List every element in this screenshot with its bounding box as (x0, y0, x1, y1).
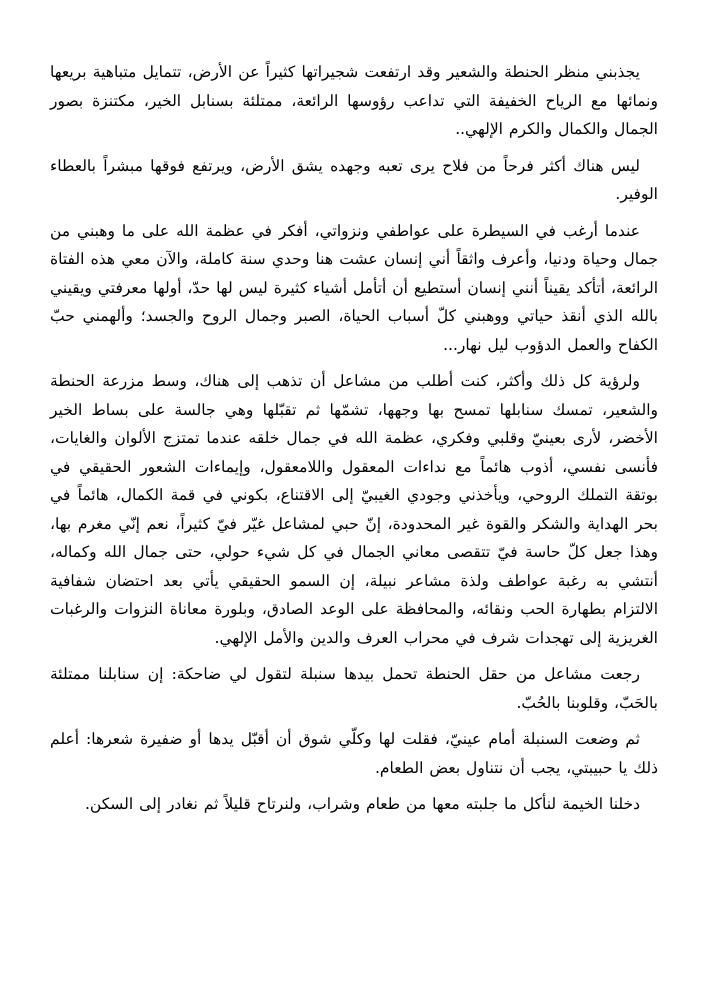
paragraph-enter-tent: دخلنا الخيمة لنأكل ما جلبته معها من طعام وشراب، ولنرتاح قليلاً ثم نغادر إلى السكن. (85, 795, 640, 813)
paragraph-farmer-joy: ليس هناك أكثر فرحاً من فلاح يرى تعبه وجهده يشق الأرض، ويرتفع فوقها مبشراً بالعطاء الوفير. (50, 156, 658, 203)
paragraph-wheat-fields: يجذبني منظر الحنطة والشعير وقد ارتفعت شجيراتها كثيراً عن الأرض، تتمايل متباهية بريعها ونمائها مع الرياح الخفيفة التي تداعب رؤوسها الرائعة، ممتلئة بسنابل الخير، مكتنزة بصور الجمال والكمال والكرم الإلهي.. (50, 63, 658, 138)
document-page (50, 58, 658, 827)
paragraph-mashael-field: ولرؤية كل ذلك وأكثر، كنت أطلب من مشاعل أن تذهب إلى هناك، وسط مزرعة الحنطة والشعير، تمسك سنابلها تمسح بها وجهها، تشمّها ثم تقبّلها وهي جالسة على بساط الخير الأخضر، لأرى بعينيّ وقلبي وفكري، عظمة الله في جمال خلقه عندما تمتزج الألوان والغايات، فأنسى نفسي، أذوب هائماً مع نداءات المعقول واللامعقول، وإيماءات الشعور الحقيقي في بوتقة التملك الروحي، ويأخذني وجودي الغيبيّ إلى الاقتناع، بكوني في قمة الكمال، هائماً في بحر الهداية والشكر والقوة غير المحدودة، إنّ حبي لمشاعل غيّر فيّ كثيراً، نعم إنّي مغرم بها، وهذا جعل كلّ حاسة فيّ تتقصى معاني الجمال في كل شيء حولي، حتى جمال الله وكماله، أنتشي به رغبة عواطف ولذة مشاعر نبيلة، إن السمو الحقيقي يأتي بعد احتضان شفافية الالتزام بطهارة الحب ونقائه، والمحافظة على الوعد الصادق، وبلورة معاناة النزوات والرغبات الغريزية إلى تهجدات شرف في محراب العرف والدين والأمل الإلهي. (50, 372, 658, 647)
paragraph-reflection: عندما أرغب في السيطرة على عواطفي ونزواتي، أفكر في عظمة الله على ما وهبني من جمال وحياة ودنيا، وأعرف واثقاً أني إنسان عشت هنا وحدي سنة كاملة، والآن معي هذه الفتاة الرائعة، أتأكد يقيناً أنني إنسان أستطيع أن أتأمل أشياء كثيرة ليس لها حدّ، أولها معرفتي ويقيني بالله الذي أنقذ حياتي ووهبني كلّ أسباب الحياة، الصبر وجمال الروح والجسد؛ وألهمني حبّ الكفاح والعمل الدؤوب ليل نهار... (50, 221, 658, 354)
paragraph-return-from-field: رجعت مشاعل من حقل الحنطة تحمل بيدها سنبلة لتقول لي ضاحكة: إن سنابلنا ممتلئة بالحَبّ، وقلوبنا بالحُبّ. (50, 665, 658, 712)
paragraph-spike-before-eyes: ثم وضعت السنبلة أمام عينيّ، فقلت لها وكلّي شوق أن أقبّل يدها أو ضفيرة شعرها: أعلم ذلك يا حبيبتي، يجب أن نتناول بعض الطعام. (50, 730, 658, 777)
